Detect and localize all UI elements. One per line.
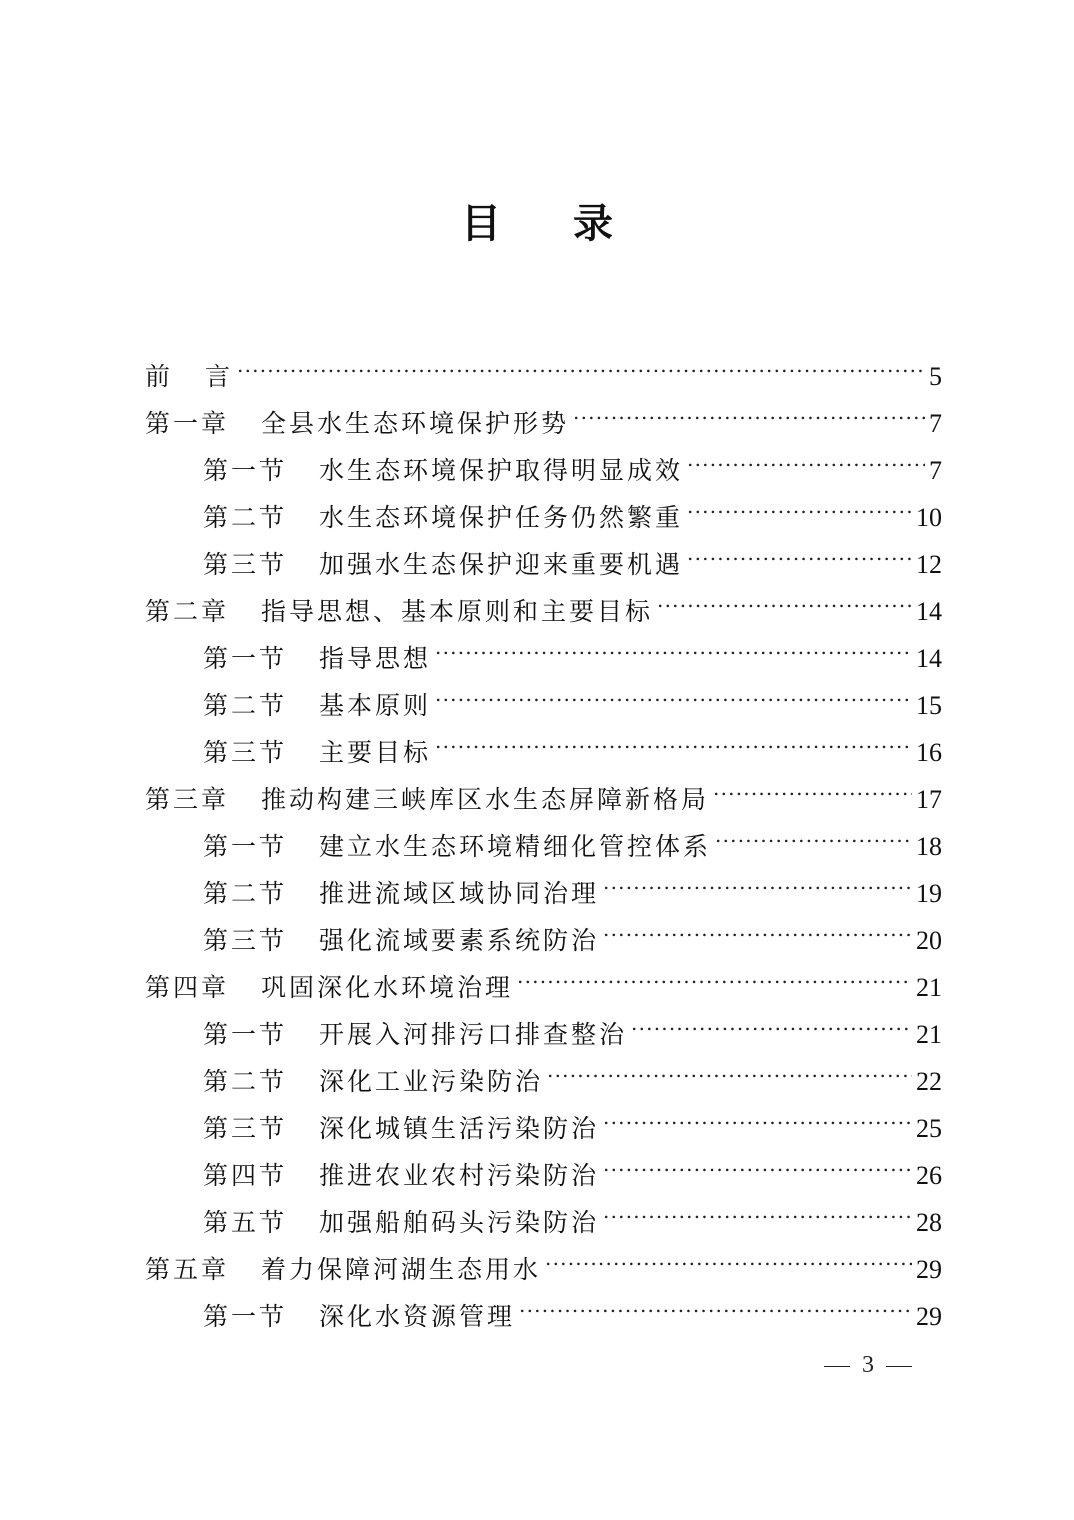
toc-dot-leader: [687, 432, 925, 479]
toc-page-number: 16: [916, 738, 942, 767]
toc-entry-number: 第一节: [203, 1020, 288, 1049]
toc-entry-number: 第三节: [203, 1114, 288, 1143]
toc-entry-title: 着力保障河湖生态用水: [261, 1255, 542, 1284]
toc-dot-leader: [545, 1231, 912, 1278]
toc-entry-number: 第三节: [203, 926, 288, 955]
toc-entry-number: 第一章: [145, 409, 230, 438]
toc-entry-title: 加强船舶码头污染防治: [319, 1208, 600, 1237]
toc-page-number: 5: [929, 362, 942, 391]
toc-entry-number-suffix: 言: [205, 362, 234, 391]
toc-dot-leader: [713, 761, 912, 808]
toc-dot-leader: [573, 385, 925, 432]
toc-page-number: 22: [916, 1067, 942, 1096]
toc-entry-label: [203, 1199, 599, 1246]
toc-page-number: 15: [916, 691, 942, 720]
toc-entry-label: [203, 447, 683, 494]
toc-entry-label: [203, 541, 683, 588]
toc-entry-label: [203, 729, 431, 776]
toc-entry-title: 加强水生态保护迎来重要机遇: [319, 550, 684, 579]
toc-entry-title: 深化工业污染防治: [319, 1067, 544, 1096]
toc-entry-label: [145, 776, 709, 823]
toc-entry-title: 指导思想: [319, 644, 432, 673]
toc-entry-label: [203, 1152, 599, 1199]
toc-dot-leader: [547, 1043, 912, 1090]
toc-entry-title: 主要目标: [319, 738, 432, 767]
toc-page-number: 10: [916, 503, 942, 532]
toc-entry-number: 第四章: [145, 973, 230, 1002]
toc-page-number: 29: [916, 1255, 942, 1284]
toc-dot-leader: [435, 667, 912, 714]
toc-dot-leader: [237, 338, 925, 385]
toc-page-number: 21: [916, 973, 942, 1002]
toc-page-number: 7: [929, 409, 942, 438]
toc-entry-number: 第一节: [203, 456, 288, 485]
toc-dot-leader: [603, 902, 912, 949]
toc-chapter-entry[interactable]: [145, 338, 942, 391]
toc-entry-title: 深化城镇生活污染防治: [319, 1114, 600, 1143]
toc-page-number: 18: [916, 832, 942, 861]
toc-entry-number: 前: [145, 362, 174, 391]
page-footer: [812, 1352, 924, 1379]
table-of-contents: [145, 338, 942, 1331]
toc-entry-number: 第五章: [145, 1255, 230, 1284]
toc-page-number: 17: [916, 785, 942, 814]
toc-entry-number: 第三节: [203, 550, 288, 579]
toc-page-number: 14: [916, 597, 942, 626]
toc-entry-title: 基本原则: [319, 691, 432, 720]
toc-entry-number: 第二节: [203, 691, 288, 720]
toc-entry-number: 第二节: [203, 879, 288, 908]
toc-dot-leader: [687, 479, 912, 526]
toc-page-number: 7: [929, 456, 942, 485]
toc-entry-title: 推动构建三峡库区水生态屏障新格局: [261, 785, 710, 814]
toc-dot-leader: [657, 573, 912, 620]
toc-entry-title: 巩固深化水环境治理: [261, 973, 514, 1002]
toc-entry-number: 第一节: [203, 644, 288, 673]
toc-entry-label: [145, 964, 513, 1011]
toc-entry-number: 第三章: [145, 785, 230, 814]
toc-page-number: 14: [916, 644, 942, 673]
toc-dot-leader: [517, 949, 912, 996]
toc-dot-leader: [603, 1137, 912, 1184]
toc-entry-title: 推进流域区域协同治理: [319, 879, 600, 908]
toc-dot-leader: [519, 1278, 912, 1325]
footer-dash-left: [824, 1366, 850, 1367]
toc-dot-leader: [715, 808, 912, 855]
toc-entry-number: 第五节: [203, 1208, 288, 1237]
toc-page-number: 12: [916, 550, 942, 579]
title-char-2: 录: [573, 200, 613, 247]
toc-dot-leader: [603, 1090, 912, 1137]
toc-dot-leader: [631, 996, 912, 1043]
toc-entry-number: 第二节: [203, 1067, 288, 1096]
toc-page-number: 21: [916, 1020, 942, 1049]
toc-dot-leader: [687, 526, 912, 573]
toc-entry-title: 深化水资源管理: [319, 1302, 516, 1331]
toc-entry-title: 推进农业农村污染防治: [319, 1161, 600, 1190]
toc-dot-leader: [435, 620, 912, 667]
toc-dot-leader: [603, 1184, 912, 1231]
toc-entry-label: [203, 682, 431, 729]
toc-entry-number: 第二节: [203, 503, 288, 532]
toc-entry-label: [203, 1293, 515, 1340]
toc-page-number: 28: [916, 1208, 942, 1237]
toc-entry-title: 开展入河排污口排查整治: [319, 1020, 628, 1049]
page-title: [0, 192, 1074, 249]
toc-entry-label: [203, 635, 431, 682]
toc-dot-leader: [603, 855, 912, 902]
toc-page-number: 29: [916, 1302, 942, 1331]
footer-page-number: 3: [862, 1352, 874, 1378]
toc-entry-label: [145, 353, 233, 400]
toc-page-number: 20: [916, 926, 942, 955]
toc-entry-title: 强化流域要素系统防治: [319, 926, 600, 955]
toc-entry-title: 水生态环境保护任务仍然繁重: [319, 503, 684, 532]
toc-entry-label: [203, 1058, 543, 1105]
toc-chapter-entry[interactable]: [145, 385, 942, 438]
toc-entry-label: [145, 400, 569, 447]
toc-entry-label: [203, 494, 683, 541]
toc-page-number: 25: [916, 1114, 942, 1143]
toc-dot-leader: [435, 714, 912, 761]
toc-entry-title: 指导思想、基本原则和主要目标: [261, 597, 654, 626]
toc-entry-number: 第三节: [203, 738, 288, 767]
toc-entry-title: 全县水生态环境保护形势: [261, 409, 570, 438]
title-char-1: 目: [461, 200, 501, 247]
toc-entry-number: 第一节: [203, 832, 288, 861]
toc-entry-title: 建立水生态环境精细化管控体系: [319, 832, 712, 861]
toc-entry-number: 第四节: [203, 1161, 288, 1190]
toc-page-number: 26: [916, 1161, 942, 1190]
footer-dash-right: [886, 1366, 912, 1367]
toc-entry-label: [203, 1105, 599, 1152]
toc-entry-label: [203, 870, 599, 917]
toc-entry-number: 第一节: [203, 1302, 288, 1331]
toc-entry-title: 水生态环境保护取得明显成效: [319, 456, 684, 485]
toc-entry-number: 第二章: [145, 597, 230, 626]
toc-entry-label: [145, 1246, 541, 1293]
toc-page-number: 19: [916, 879, 942, 908]
